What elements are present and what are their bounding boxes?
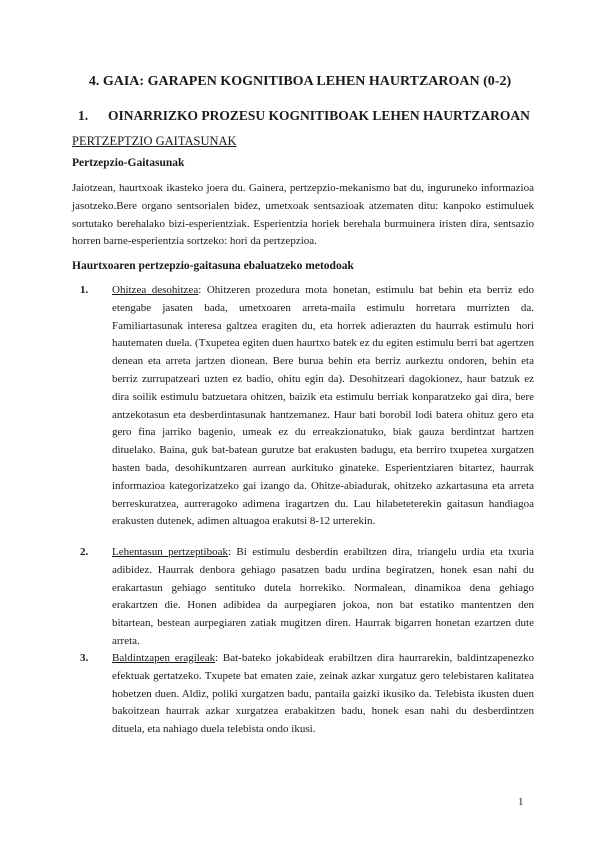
methods-heading: Haurtxoaren pertzepzio-gaitasuna ebaluatzeko metodoak [72,260,354,272]
page-number: 1 [518,796,524,808]
list-item-text [112,544,534,651]
list-item [80,650,534,739]
list-item-body: : Bi estimulu desberdin erabiltzen dira, triangelu urdia eta txuria adibidez. Haurrak denbora gehiago pasatzen badu urdina begiratzen, honek esan nahi du erakartasun gehiago sentituko dutela horrekiko. Normalean, dinamikoa dena gehiago erakartzen die. Honen adibidea da aurpegiaren jokoa, non bat estatiko mantentzen den bitartean, bestean aurpegiaren zatiak mugitzen diren. Haurrak bigarren honetan ezartzen dute arreta. [112,546,534,647]
section-title: OINARRIZKO PROZESU KOGNITIBOAK LEHEN HAURTZAROAN [108,108,530,123]
document-title: 4. GAIA: GARAPEN KOGNITIBOA LEHEN HAURTZAROAN (0-2) [88,74,512,89]
list-item-term: Lehentasun pertzeptiboak [112,546,228,558]
list-item [80,544,534,651]
section-number: 1. [78,108,89,123]
list-item-number: 2. [80,546,89,558]
list-item-term: Baldintzapen eragileak [112,652,216,664]
intro-paragraph: Jaiotzean, haurtxoak ikasteko joera du. Gainera, pertzepzio-mekanismo bat du, inguruneko informazioa jasotzeko.Bere organo sentsorialen bidez, umetxoak sentsazioak atzematen ditu: kanpoko estimuluek sortutako berehalako bizi-esperientziak. Esperientzia horiek berehala burmuinera iristen dira, sentsazio horren barne-esperientzia sortzeko: hori da pertzepzioa. [72,182,534,248]
list-item-number: 1. [80,284,89,296]
subheading: Pertzepzio-Gaitasunak [72,157,185,169]
list-item [80,282,534,531]
list-item-text [112,650,534,739]
subsection-title: PERTZEPTZIO GAITASUNAK [72,134,237,148]
list-item-text [112,282,534,531]
list-item-body: : Bat-bateko jokabideak erabiltzen dira haurrarekin, baldintzapenezko efektuak gertatzeko. Txupete bat ematen zaie, zeinak azkar xurgatuz gero telebistaren kalitatea hobetzen duen. Aldiz, poliki xurgatzen badu, pantaila gaizki ikusiko da. Telebista ikusten duen bakoitzean haurrak azkar xurgatzea erabakitzen badu, honek esan nahi du desberdintzen dituela, eta nahiago duela telebista ondo ikusi. [112,652,534,736]
list-item-body: : Ohitzeren prozedura mota honetan, estimulu bat behin eta berriz edo etengabe jasaten bada, umetxoaren arreta-maila estimulu horretara murrizten da. Familiartasunak interesa galtzea eragiten du, eta horrek adierazten du haurrak estimulu hori hautematen duela. (Txupetea egiten duen haurtxo batek ez du egiten estimulu berri bat agertzen denean eta arreta jartzen dionean. Bere burua behin eta berriz aurkeztu ondoren, behin eta berriz zurrupatzeari uzten ez badio, ohitu egin da). Desohitzeari dagokionez, haur batzuk ez dira soilik estimulu batzuetara ohitzen, baizik eta estimulu berriak konparatzeko gai dira, bere antzekotasun eta desberdintasunak hantzemanez. Haur bati borobil lodi batera ohituz gero eta gero fina jarriko bagenio, umeak ez du erreakzionatuko, biak gauza berdintzat hartzen dituelako. Baina, guk bat-batean gurutze bat erakusten badugu, eta berriro txupetea xurgatzen hasten bada, desohikuntzaren aurrean aurkituko ginateke. Esperientziaren bitartez, haurrak informazioa kategorizatzeko gai izango da. Ohitze-abiadurak, ohitzeko azkartasuna eta arreta berreskuratzea, aurreragoko adimena iragartzen du. Lau hilabeteterekin gaitasun handiagoa erakusten dutenek, adimen altuagoa erakutsi 8-12 urterekin. [112,284,534,528]
list-item-term: Ohitzea desohitzea [112,284,199,296]
list-item-number: 3. [80,652,89,664]
section-heading [72,108,560,124]
